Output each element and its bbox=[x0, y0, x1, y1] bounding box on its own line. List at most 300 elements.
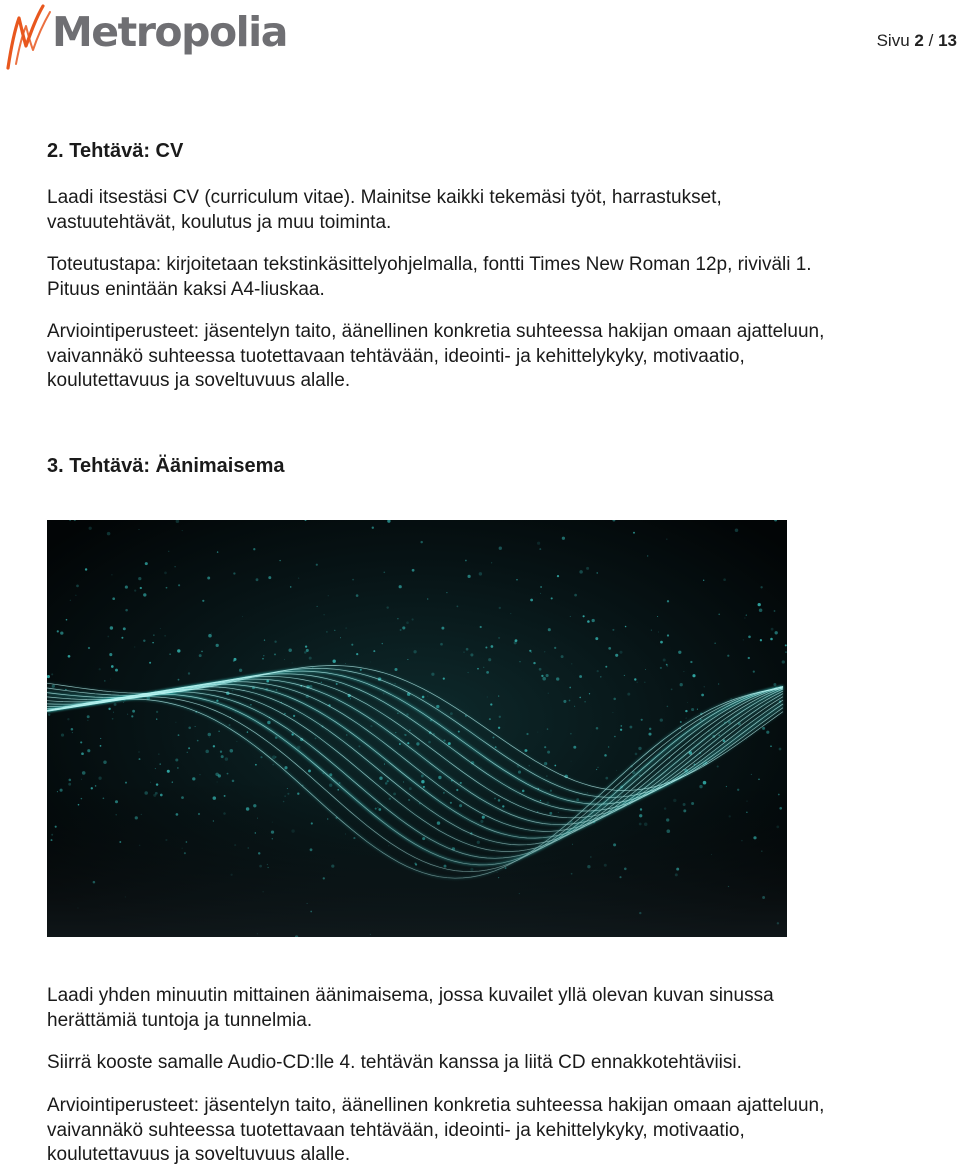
particle-dot bbox=[464, 652, 465, 653]
particle-dot bbox=[125, 609, 128, 612]
particle-dot bbox=[70, 600, 71, 601]
particle-dot bbox=[762, 727, 765, 730]
particle-dot bbox=[352, 579, 354, 581]
particle-dot bbox=[413, 650, 416, 653]
particle-dot bbox=[100, 738, 101, 739]
particle-dot bbox=[561, 655, 564, 658]
particle-dot bbox=[479, 572, 482, 575]
particle-dot bbox=[644, 682, 645, 683]
particle-dot bbox=[616, 770, 617, 771]
particle-dot bbox=[547, 728, 548, 729]
particle-dot bbox=[199, 654, 202, 657]
particle-dot bbox=[160, 628, 161, 629]
particle-dot bbox=[751, 774, 752, 775]
particle-dot bbox=[498, 727, 500, 729]
particle-dot bbox=[443, 740, 445, 742]
particle-dot bbox=[82, 771, 86, 775]
particle-dot bbox=[306, 649, 309, 652]
particle-dot bbox=[76, 585, 79, 588]
particle-dot bbox=[498, 637, 500, 639]
particle-dot bbox=[597, 767, 598, 768]
particle-dot bbox=[697, 709, 698, 710]
particle-dot bbox=[149, 662, 151, 664]
particle-dot bbox=[660, 718, 663, 721]
particle-dot bbox=[608, 647, 611, 650]
logo-wordmark: Metropolia bbox=[52, 8, 287, 56]
particle-dot bbox=[551, 597, 553, 599]
particle-dot bbox=[178, 679, 180, 681]
particle-dot bbox=[438, 776, 441, 779]
particle-dot bbox=[620, 729, 622, 731]
section-3-heading: 3. Tehtävä: Äänimaisema bbox=[47, 455, 285, 477]
text-line: Siirrä kooste samalle Audio-CD:lle 4. tehtävän kanssa ja liitä CD ennakkotehtäviisi. bbox=[47, 1052, 742, 1073]
particle-dot bbox=[350, 698, 351, 699]
section-2-paragraph-2 bbox=[47, 253, 947, 302]
particle-dot bbox=[683, 671, 684, 672]
particle-dot bbox=[516, 579, 517, 580]
particle-dot bbox=[743, 639, 744, 640]
particle-dot bbox=[486, 671, 489, 674]
particle-dot bbox=[80, 741, 82, 743]
particle-dot bbox=[317, 606, 318, 607]
particle-dot bbox=[570, 616, 571, 617]
particle-dot bbox=[72, 732, 73, 733]
particle-dot bbox=[87, 720, 88, 721]
particle-dot bbox=[256, 578, 259, 581]
particle-dot bbox=[71, 728, 74, 731]
particle-dot bbox=[680, 683, 683, 686]
particle-dot bbox=[727, 655, 729, 657]
particle-dot bbox=[67, 718, 69, 720]
particle-dot bbox=[718, 684, 719, 685]
particle-dot bbox=[544, 746, 546, 748]
page-label: Sivu bbox=[876, 31, 910, 50]
particle-dot bbox=[309, 657, 312, 660]
particle-dot bbox=[131, 715, 133, 717]
particle-dot bbox=[328, 595, 329, 596]
particle-dot bbox=[412, 569, 415, 572]
particle-dot bbox=[406, 621, 409, 624]
particle-dot bbox=[569, 700, 571, 702]
particle-dot bbox=[427, 598, 428, 599]
particle-dot bbox=[701, 694, 704, 697]
particle-dot bbox=[379, 777, 382, 780]
particle-dot bbox=[490, 703, 492, 705]
particle-dot bbox=[529, 650, 531, 652]
particle-dot bbox=[156, 711, 158, 713]
particle-dot bbox=[766, 731, 769, 734]
particle-dot bbox=[155, 768, 156, 769]
particle-dot bbox=[383, 693, 385, 695]
particle-dot bbox=[483, 667, 484, 668]
particle-dot bbox=[57, 630, 59, 632]
particle-dot bbox=[703, 580, 704, 581]
particle-dot bbox=[195, 726, 196, 727]
particle-dot bbox=[658, 632, 659, 633]
particle-dot bbox=[748, 657, 750, 659]
particle-dot bbox=[457, 606, 459, 608]
particle-dot bbox=[440, 643, 443, 646]
particle-dot bbox=[547, 751, 550, 754]
particle-dot bbox=[718, 613, 720, 615]
particle-dot bbox=[239, 669, 242, 672]
particle-dot bbox=[537, 732, 538, 733]
particle-dot bbox=[216, 644, 219, 647]
particle-dot bbox=[167, 770, 170, 773]
particle-dot bbox=[399, 585, 402, 588]
particle-dot bbox=[592, 619, 595, 622]
particle-dot bbox=[542, 677, 546, 681]
particle-dot bbox=[579, 570, 583, 574]
page-separator: / bbox=[928, 31, 934, 50]
particle-dot bbox=[770, 638, 773, 641]
text-line: Laadi itsestäsi CV (curriculum vitae). Mainitse kaikki tekemäsi työt, harrastukset, bbox=[47, 187, 722, 208]
particle-dot bbox=[247, 731, 248, 732]
particle-dot bbox=[236, 741, 237, 742]
particle-dot bbox=[115, 669, 118, 672]
particle-dot bbox=[298, 578, 299, 579]
text-line: koulutettavuus ja soveltuvuus alalle. bbox=[47, 370, 351, 391]
section-2-paragraph-3 bbox=[47, 320, 947, 394]
particle-dot bbox=[595, 637, 598, 640]
particle-dot bbox=[145, 562, 148, 565]
particle-dot bbox=[225, 757, 228, 760]
particle-dot bbox=[99, 668, 101, 670]
particle-dot bbox=[557, 575, 559, 577]
particle-dot bbox=[569, 687, 571, 689]
particle-dot bbox=[177, 649, 180, 652]
particle-dot bbox=[395, 732, 396, 733]
particle-dot bbox=[600, 676, 601, 677]
particle-dot bbox=[686, 718, 687, 719]
text-line: Laadi yhden minuutin mittainen äänimaisema, jossa kuvailet yllä olevan kuvan sinussa bbox=[47, 985, 774, 1006]
particle-dot bbox=[321, 682, 322, 683]
particle-dot bbox=[562, 537, 565, 540]
particle-dot bbox=[760, 639, 762, 641]
particle-dot bbox=[305, 645, 307, 647]
text-line: herättämiä tuntoja ja tunnelmia. bbox=[47, 1009, 313, 1031]
particle-dot bbox=[188, 727, 191, 730]
particle-dot bbox=[641, 719, 643, 721]
particle-dot bbox=[85, 568, 87, 570]
particle-dot bbox=[420, 541, 422, 543]
particle-dot bbox=[499, 547, 502, 550]
particle-dot bbox=[546, 776, 547, 777]
particle-dot bbox=[589, 693, 590, 694]
particle-dot bbox=[690, 661, 692, 663]
particle-dot bbox=[422, 696, 425, 699]
particle-dot bbox=[386, 606, 388, 608]
particle-dot bbox=[274, 653, 276, 655]
particle-dot bbox=[81, 752, 84, 755]
particle-dot bbox=[232, 690, 234, 692]
particle-dot bbox=[775, 631, 778, 634]
particle-dot bbox=[215, 773, 218, 776]
particle-dot bbox=[123, 627, 126, 630]
particle-dot bbox=[108, 708, 110, 710]
particle-dot bbox=[242, 616, 243, 617]
particle-dot bbox=[397, 618, 398, 619]
particle-dot bbox=[498, 696, 499, 697]
particle-dot bbox=[114, 703, 117, 706]
text-line: Toteutustapa: kirjoitetaan tekstinkäsittelyohjelmalla, fontti Times New Roman 12p, riviväli 1. bbox=[47, 254, 812, 275]
particle-dot bbox=[671, 689, 673, 691]
particle-dot bbox=[275, 736, 278, 739]
particle-dot bbox=[465, 560, 467, 562]
particle-dot bbox=[228, 724, 230, 726]
particle-dot bbox=[458, 731, 460, 733]
particle-dot bbox=[334, 630, 335, 631]
particle-dot bbox=[164, 572, 167, 575]
particle-dot bbox=[604, 754, 607, 757]
particle-dot bbox=[571, 663, 572, 664]
particle-dot bbox=[293, 715, 295, 717]
particle-dot bbox=[109, 653, 112, 656]
particle-dot bbox=[152, 642, 154, 644]
particle-dot bbox=[685, 710, 687, 712]
particle-dot bbox=[345, 663, 346, 664]
particle-dot bbox=[431, 673, 434, 676]
particle-dot bbox=[544, 762, 547, 765]
particle-dot bbox=[188, 672, 190, 674]
particle-dot bbox=[48, 714, 50, 716]
particle-dot bbox=[87, 715, 90, 718]
particle-dot bbox=[563, 700, 566, 703]
particle-dot bbox=[620, 725, 622, 727]
particle-dot bbox=[288, 649, 291, 652]
section-3-paragraph-3 bbox=[47, 1094, 947, 1168]
particle-dot bbox=[175, 758, 178, 761]
particle-dot bbox=[66, 619, 68, 621]
metropolia-logo bbox=[2, 2, 287, 72]
particle-dot bbox=[158, 754, 159, 755]
particle-dot bbox=[263, 655, 264, 656]
particle-dot bbox=[98, 777, 101, 780]
particle-dot bbox=[638, 747, 641, 750]
particle-dot bbox=[625, 626, 627, 628]
particle-dot bbox=[213, 745, 215, 747]
particle-dot bbox=[660, 667, 662, 669]
particle-dot bbox=[304, 651, 307, 654]
particle-dot bbox=[760, 586, 762, 588]
particle-dot bbox=[81, 779, 82, 780]
particle-dot bbox=[134, 647, 135, 648]
particle-dot bbox=[477, 668, 479, 670]
page-total: 13 bbox=[938, 31, 957, 50]
particle-dot bbox=[351, 644, 353, 646]
particle-dot bbox=[111, 574, 113, 576]
particle-dot bbox=[360, 669, 362, 671]
particle-dot bbox=[758, 603, 761, 606]
particle-dot bbox=[546, 763, 547, 764]
particle-dot bbox=[519, 661, 520, 662]
particle-dot bbox=[612, 712, 613, 713]
particle-dot bbox=[466, 648, 469, 651]
particle-dot bbox=[759, 609, 763, 613]
particle-dot bbox=[491, 562, 492, 563]
text-line: vaivannäkö suhteessa tuotettavaan tehtävään, ideointi- ja kehittelykyky, motivaatio, bbox=[47, 1119, 745, 1141]
particle-dot bbox=[123, 702, 124, 703]
particle-dot bbox=[110, 679, 111, 680]
text-line: vaivannäkö suhteessa tuotettavaan tehtävään, ideointi- ja kehittelykyky, motivaatio, bbox=[47, 345, 745, 367]
particle-dot bbox=[113, 712, 114, 713]
particle-dot bbox=[112, 718, 114, 720]
particle-dot bbox=[153, 635, 154, 636]
particle-dot bbox=[539, 668, 542, 671]
text-line: Arviointiperusteet: jäsentelyn taito, äänellinen konkretia suhteessa hakijan omaan ajatteluun, bbox=[47, 321, 825, 342]
particle-dot bbox=[268, 576, 271, 579]
particle-dot bbox=[666, 539, 667, 540]
particle-dot bbox=[397, 713, 398, 714]
particle-dot bbox=[596, 769, 597, 770]
particle-dot bbox=[336, 683, 338, 685]
particle-dot bbox=[267, 721, 270, 724]
particle-dot bbox=[209, 737, 210, 738]
particle-dot bbox=[121, 637, 123, 639]
particle-dot bbox=[111, 665, 114, 668]
particle-dot bbox=[178, 584, 180, 586]
particle-dot bbox=[441, 627, 444, 630]
particle-dot bbox=[227, 773, 229, 775]
particle-dot bbox=[493, 736, 495, 738]
particle-dot bbox=[68, 655, 71, 658]
particle-dot bbox=[346, 734, 347, 735]
particle-dot bbox=[667, 634, 669, 636]
particle-dot bbox=[487, 696, 488, 697]
particle-dot bbox=[52, 684, 55, 687]
particle-dot bbox=[573, 746, 576, 749]
particle-dot bbox=[554, 765, 556, 767]
particle-dot bbox=[125, 586, 128, 589]
particle-dot bbox=[615, 654, 618, 657]
particle-dot bbox=[428, 741, 431, 744]
particle-dot bbox=[358, 745, 360, 747]
particle-dot bbox=[546, 674, 549, 677]
particle-dot bbox=[156, 718, 157, 719]
particle-dot bbox=[587, 620, 590, 623]
particle-dot bbox=[468, 575, 471, 578]
particle-dot bbox=[649, 728, 651, 730]
particle-dot bbox=[292, 662, 293, 663]
particle-dot bbox=[717, 765, 719, 767]
particle-dot bbox=[667, 665, 669, 667]
particle-dot bbox=[785, 644, 787, 646]
particle-dot bbox=[205, 750, 209, 754]
particle-dot bbox=[399, 743, 401, 745]
particle-dot bbox=[255, 764, 257, 766]
particle-dot bbox=[107, 636, 109, 638]
particle-dot bbox=[596, 727, 599, 730]
particle-dot bbox=[773, 683, 776, 686]
particle-dot bbox=[540, 593, 541, 594]
particle-dot bbox=[629, 726, 632, 729]
particle-dot bbox=[663, 659, 666, 662]
particle-dot bbox=[633, 532, 635, 534]
particle-dot bbox=[544, 651, 545, 652]
particle-dot bbox=[608, 746, 609, 747]
particle-dot bbox=[586, 567, 589, 570]
particle-dot bbox=[143, 593, 146, 596]
particle-dot bbox=[667, 706, 669, 708]
particle-dot bbox=[404, 734, 406, 736]
particle-dot bbox=[489, 718, 491, 720]
particle-dot bbox=[373, 650, 375, 652]
particle-dot bbox=[499, 716, 501, 718]
particle-dot bbox=[230, 749, 234, 753]
particle-dot bbox=[132, 710, 135, 713]
particle-dot bbox=[394, 668, 397, 671]
particle-dot bbox=[533, 662, 535, 664]
particle-dot bbox=[443, 678, 445, 680]
particle-dot bbox=[208, 634, 212, 638]
particle-dot bbox=[637, 682, 638, 683]
particle-dot bbox=[735, 529, 739, 533]
particle-dot bbox=[409, 730, 410, 731]
particle-dot bbox=[89, 527, 92, 530]
particle-dot bbox=[164, 635, 165, 636]
particle-dot bbox=[412, 618, 414, 620]
particle-dot bbox=[584, 701, 586, 703]
particle-dot bbox=[774, 610, 776, 612]
particle-dot bbox=[446, 592, 447, 593]
particle-dot bbox=[139, 758, 141, 760]
particle-dot bbox=[718, 734, 720, 736]
particle-dot bbox=[372, 527, 374, 529]
particle-dot bbox=[233, 660, 235, 662]
particle-dot bbox=[605, 777, 608, 780]
particle-dot bbox=[571, 761, 572, 762]
particle-dot bbox=[574, 594, 577, 597]
particle-dot bbox=[407, 742, 409, 744]
particle-dot bbox=[217, 551, 218, 552]
particle-dot bbox=[276, 689, 278, 691]
particle-dot bbox=[678, 651, 681, 654]
particle-dot bbox=[518, 771, 521, 774]
particle-dot bbox=[579, 697, 581, 699]
particle-dot bbox=[556, 677, 559, 680]
particle-dot bbox=[260, 756, 262, 758]
particle-dot bbox=[448, 742, 451, 745]
particle-dot bbox=[211, 633, 212, 634]
particle-dot bbox=[485, 647, 487, 649]
particle-dot bbox=[127, 714, 128, 715]
particle-dot bbox=[139, 752, 140, 753]
particle-dot bbox=[467, 672, 468, 673]
particle-dot bbox=[660, 641, 663, 644]
particle-dot bbox=[175, 722, 176, 723]
particle-dot bbox=[233, 572, 235, 574]
particle-dot bbox=[715, 643, 716, 644]
particle-dot bbox=[495, 746, 497, 748]
particle-dot bbox=[574, 706, 575, 707]
particle-dot bbox=[691, 708, 694, 711]
particle-dot bbox=[323, 614, 324, 615]
text-line: Arviointiperusteet: jäsentelyn taito, äänellinen konkretia suhteessa hakijan omaan ajatteluun, bbox=[47, 1095, 825, 1116]
section-2-heading: 2. Tehtävä: CV bbox=[47, 140, 184, 162]
particle-dot bbox=[264, 639, 265, 640]
particle-dot bbox=[470, 653, 473, 656]
particle-dot bbox=[174, 566, 175, 567]
particle-dot bbox=[138, 577, 141, 580]
particle-dot bbox=[687, 702, 688, 703]
particle-dot bbox=[395, 683, 396, 684]
particle-dot bbox=[60, 631, 63, 634]
particle-dot bbox=[51, 673, 53, 675]
particle-dot bbox=[613, 698, 616, 701]
particle-dot bbox=[583, 615, 585, 617]
particle-dot bbox=[134, 590, 136, 592]
wave-illustration bbox=[47, 520, 787, 937]
